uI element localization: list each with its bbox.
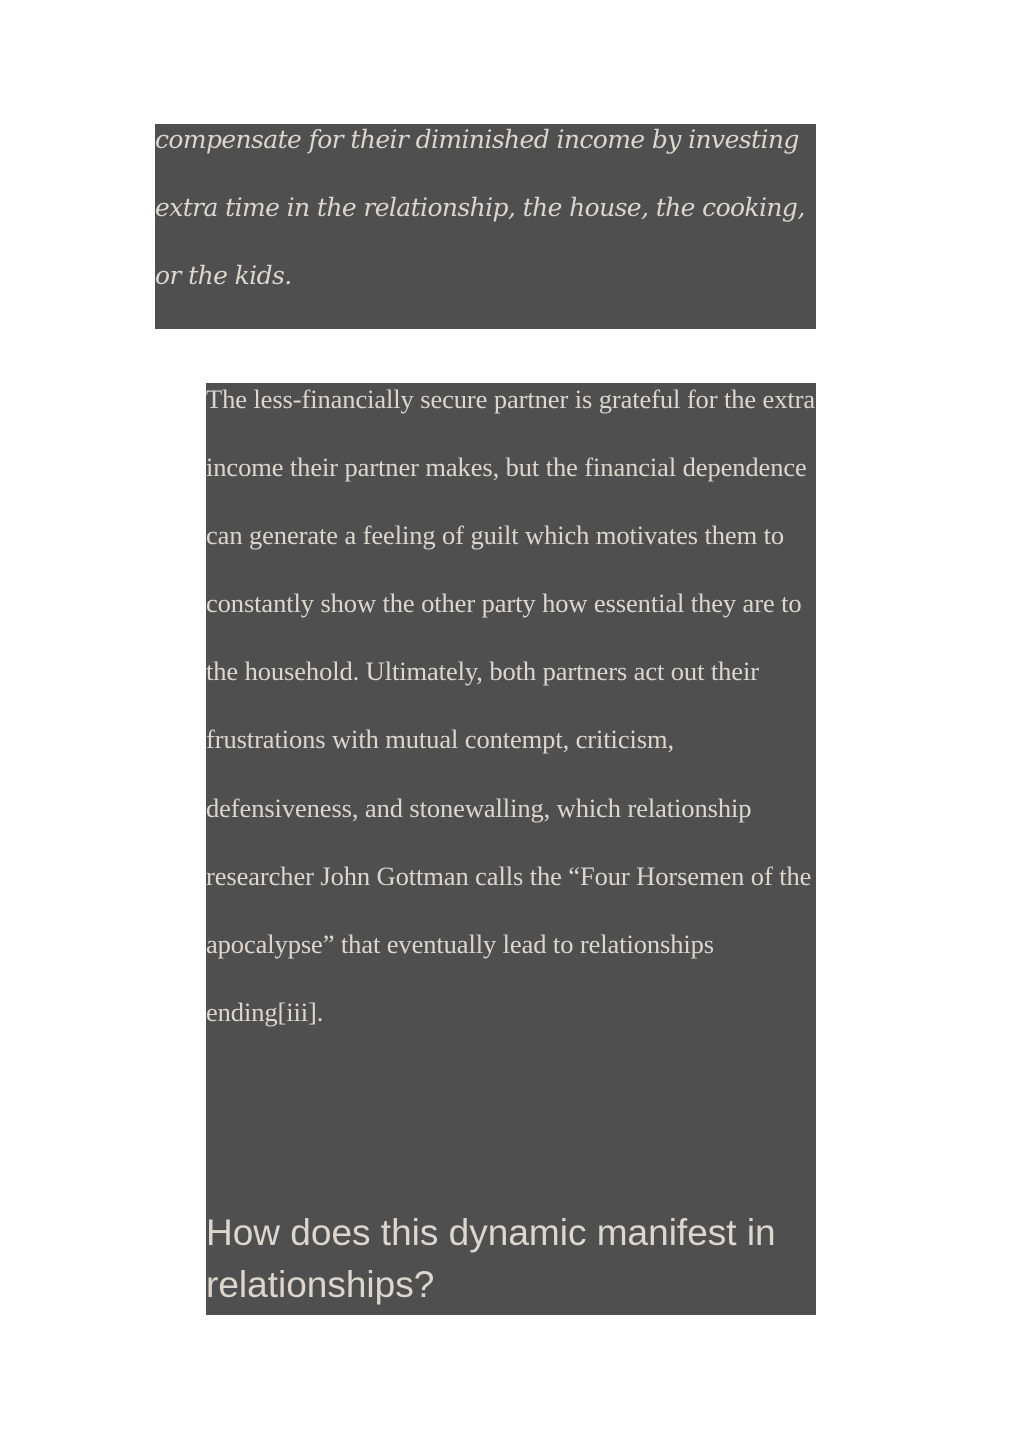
italic-quote-block <box>155 124 816 329</box>
quote-text: compensate for their diminished income by investing extra time in the relationship, the house, the cooking, or the kids. <box>155 125 805 290</box>
body-paragraph: The less-financially secure partner is grateful for the extra income their partner makes, but the financial dependence can generate a feeling of guilt which motivates them to constantly show the other party how essential they are to the household. Ultimately, both partners act out their frustrations with mutual contempt, criticism, defensiveness, and stonewalling, which relationship researcher John Gottman calls the “Four Horsemen of the apocalypse” that eventually lead to relationships ending[iii]. <box>206 384 816 1027</box>
article-body-block <box>206 383 816 1315</box>
section-heading: How does this dynamic manifest in relationships? <box>206 1212 776 1305</box>
